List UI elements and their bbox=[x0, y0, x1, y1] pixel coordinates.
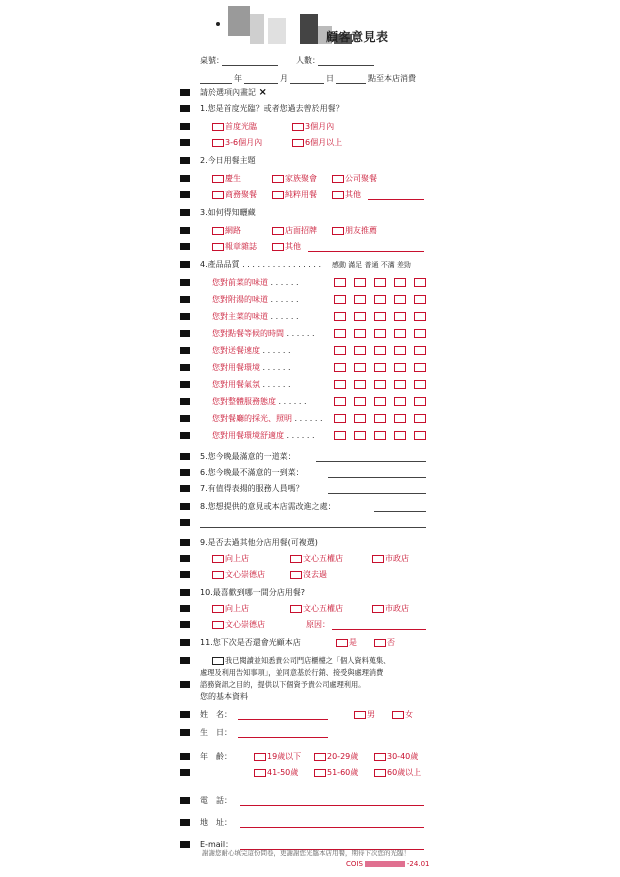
q4-item-row bbox=[178, 276, 440, 290]
bullet-mark bbox=[180, 243, 190, 250]
q4-item-row bbox=[178, 327, 440, 341]
q4-scale: 感動 滿足 普通 不滿 差勁 bbox=[332, 261, 411, 269]
rating-checkbox[interactable] bbox=[354, 329, 366, 338]
rating-checkbox[interactable] bbox=[374, 295, 386, 304]
q4-item-label: 您對主菜的味道 . . . . . . bbox=[212, 312, 299, 321]
bullet-mark bbox=[180, 330, 190, 337]
q2-option[interactable]: 其他 bbox=[332, 188, 361, 202]
q4-item-label: 您對用餐氣氛 . . . . . . bbox=[212, 380, 291, 389]
q6-field[interactable] bbox=[328, 477, 426, 478]
consent-line-2: 處理及利用告知事項」，並同意基於行銷、接受與處理消費 bbox=[200, 668, 384, 677]
q9-option[interactable]: 市政店 bbox=[372, 552, 409, 566]
month-label: 月 bbox=[280, 74, 288, 83]
q4-rating-boxes bbox=[330, 361, 430, 375]
q4-item-row bbox=[178, 395, 440, 409]
bullet-mark bbox=[180, 105, 190, 112]
q4-item-label: 您對附湯的味道 . . . . . . bbox=[212, 295, 299, 304]
bullet-mark bbox=[180, 571, 190, 578]
rating-checkbox[interactable] bbox=[354, 278, 366, 287]
q9-option[interactable]: 向上店 bbox=[212, 552, 249, 566]
age-label: 年 齡： bbox=[200, 752, 232, 761]
rating-checkbox[interactable] bbox=[374, 414, 386, 423]
rating-checkbox[interactable] bbox=[414, 431, 426, 440]
year-field[interactable] bbox=[200, 83, 232, 84]
personal-heading: 您的基本資料 bbox=[200, 692, 248, 701]
bullet-mark bbox=[180, 415, 190, 422]
bullet-mark bbox=[180, 175, 190, 182]
q1-option[interactable]: 首度光臨 bbox=[212, 120, 257, 134]
address-field[interactable] bbox=[240, 827, 424, 828]
gender-male[interactable]: 男 bbox=[354, 708, 375, 722]
x-mark-icon: ⨯ bbox=[258, 87, 267, 98]
year-label: 年 bbox=[234, 74, 242, 83]
bullet-mark bbox=[180, 381, 190, 388]
bullet-mark bbox=[180, 841, 190, 848]
rating-checkbox[interactable] bbox=[334, 278, 346, 287]
age-option[interactable]: 19歲以下 bbox=[254, 750, 301, 764]
bullet-mark bbox=[180, 123, 190, 130]
instruction-text: 請於選項內畫記 ⨯ bbox=[200, 87, 267, 98]
bullet-mark bbox=[180, 453, 190, 460]
bullet-mark bbox=[180, 797, 190, 804]
q3-option[interactable]: 其他 bbox=[272, 240, 301, 254]
q4-item-row bbox=[178, 310, 440, 324]
bullet-mark bbox=[180, 364, 190, 371]
phone-field[interactable] bbox=[240, 805, 424, 806]
q4-rating-boxes bbox=[330, 395, 430, 409]
rating-checkbox[interactable] bbox=[334, 414, 346, 423]
q7-field[interactable] bbox=[328, 493, 426, 494]
people-field[interactable] bbox=[318, 65, 374, 66]
q2-option[interactable]: 純粹用餐 bbox=[272, 188, 317, 202]
bullet-mark bbox=[180, 539, 190, 546]
q4-rating-boxes bbox=[330, 293, 430, 307]
q2-other-field[interactable] bbox=[368, 199, 424, 200]
q1-option[interactable]: 3-6個月內 bbox=[212, 136, 262, 150]
rating-checkbox[interactable] bbox=[354, 295, 366, 304]
q4-rating-boxes bbox=[330, 327, 430, 341]
q10-option[interactable]: 文心五權店 bbox=[290, 602, 343, 616]
bullet-mark bbox=[180, 279, 190, 286]
q1-option[interactable]: 3個月內 bbox=[292, 120, 334, 134]
q4-rating-boxes bbox=[330, 429, 430, 443]
leader-dots: . . . . . . bbox=[268, 278, 299, 287]
q8-field[interactable] bbox=[374, 511, 426, 512]
leader-dots: . . . . . . bbox=[260, 346, 291, 355]
q4-item-row bbox=[178, 378, 440, 392]
rating-checkbox[interactable] bbox=[334, 397, 346, 406]
month-field[interactable] bbox=[244, 83, 278, 84]
q3-option[interactable]: 報章雜誌 bbox=[212, 240, 257, 254]
rating-checkbox[interactable] bbox=[414, 414, 426, 423]
q10-reason-label: 原因： bbox=[306, 620, 330, 629]
rating-checkbox[interactable] bbox=[394, 312, 406, 321]
gender-female[interactable]: 女 bbox=[392, 708, 413, 722]
bullet-mark bbox=[180, 432, 190, 439]
q3-label: 3.如何得知曬藏 bbox=[200, 208, 256, 217]
rating-checkbox[interactable] bbox=[414, 312, 426, 321]
bullet-mark bbox=[180, 139, 190, 146]
day-field[interactable] bbox=[290, 83, 324, 84]
q10-option[interactable]: 文心崇德店 bbox=[212, 618, 265, 632]
rating-checkbox[interactable] bbox=[394, 278, 406, 287]
bullet-mark bbox=[180, 209, 190, 216]
rating-checkbox[interactable] bbox=[394, 397, 406, 406]
bullet-mark bbox=[180, 769, 190, 776]
bullet-mark bbox=[180, 589, 190, 596]
name-field[interactable] bbox=[238, 719, 328, 720]
leader-dots: . . . . . . bbox=[284, 329, 315, 338]
rating-checkbox[interactable] bbox=[394, 295, 406, 304]
q4-rating-boxes bbox=[330, 412, 430, 426]
rating-checkbox[interactable] bbox=[414, 346, 426, 355]
people-label: 人數： bbox=[296, 56, 320, 65]
rating-checkbox[interactable] bbox=[414, 278, 426, 287]
bullet-mark bbox=[180, 261, 190, 268]
bullet-mark bbox=[180, 681, 190, 688]
rating-checkbox[interactable] bbox=[334, 346, 346, 355]
form-code: COIS -24.01 bbox=[346, 860, 430, 868]
bullet-mark bbox=[180, 485, 190, 492]
visit-label: 點至本店消費 bbox=[368, 74, 416, 83]
q3-other-field[interactable] bbox=[308, 251, 424, 252]
q4-item-label: 您對用餐環境舒適度 . . . . . . bbox=[212, 431, 315, 440]
birthday-field[interactable] bbox=[238, 737, 328, 738]
rating-checkbox[interactable] bbox=[354, 397, 366, 406]
leader-dots: . . . . . . bbox=[284, 431, 315, 440]
q11-label: 11.您下次是否還會光顧本店 bbox=[200, 638, 301, 647]
rating-checkbox[interactable] bbox=[414, 329, 426, 338]
rating-checkbox[interactable] bbox=[334, 329, 346, 338]
rating-checkbox[interactable] bbox=[334, 295, 346, 304]
rating-checkbox[interactable] bbox=[394, 329, 406, 338]
q8-field-2[interactable] bbox=[200, 527, 426, 528]
q5-field[interactable] bbox=[316, 461, 426, 462]
bullet-mark bbox=[180, 729, 190, 736]
rating-checkbox[interactable] bbox=[354, 312, 366, 321]
address-label: 地 址： bbox=[200, 818, 232, 827]
bullet-mark bbox=[180, 657, 190, 664]
q3-option[interactable]: 網路 bbox=[212, 224, 241, 238]
bullet-mark bbox=[180, 819, 190, 826]
q4-rating-boxes bbox=[330, 378, 430, 392]
q1-label: 1.您是首度光臨？或者您過去曾於用餐？ bbox=[200, 104, 344, 113]
rating-checkbox[interactable] bbox=[354, 363, 366, 372]
rating-checkbox[interactable] bbox=[414, 295, 426, 304]
q10-option[interactable]: 向上店 bbox=[212, 602, 249, 616]
q8-label: 8.您想提供的意見或本店需改進之處： bbox=[200, 502, 336, 511]
survey-sheet bbox=[178, 0, 440, 877]
form-title: 顧客意見表 bbox=[326, 30, 389, 44]
age-option[interactable]: 51-60歲 bbox=[314, 766, 358, 780]
birthday-label: 生 日： bbox=[200, 728, 232, 737]
rating-checkbox[interactable] bbox=[394, 414, 406, 423]
q4-rating-boxes bbox=[330, 276, 430, 290]
q10-reason-field[interactable] bbox=[332, 629, 426, 630]
q9-option[interactable]: 文心五權店 bbox=[290, 552, 343, 566]
leader-dots: . . . . . . bbox=[292, 414, 323, 423]
q4-rating-boxes bbox=[330, 310, 430, 324]
bullet-mark bbox=[180, 469, 190, 476]
rating-checkbox[interactable] bbox=[374, 346, 386, 355]
bullet-mark bbox=[180, 711, 190, 718]
rating-checkbox[interactable] bbox=[334, 431, 346, 440]
q4-item-label: 您對用餐環境 . . . . . . bbox=[212, 363, 291, 372]
bullet-mark bbox=[180, 639, 190, 646]
leader-dots: . . . . . . bbox=[268, 312, 299, 321]
rating-checkbox[interactable] bbox=[394, 380, 406, 389]
consent-line-1[interactable]: 我已閱讀並知悉貴公司門店櫃檯之「個人資料蒐集、 bbox=[212, 654, 390, 668]
bullet-mark bbox=[180, 313, 190, 320]
age-option[interactable]: 60歲以上 bbox=[374, 766, 421, 780]
rating-checkbox[interactable] bbox=[394, 363, 406, 372]
q1-option[interactable]: 6個月以上 bbox=[292, 136, 342, 150]
rating-checkbox[interactable] bbox=[394, 346, 406, 355]
q4-item-label: 您對整體服務態度 . . . . . . bbox=[212, 397, 307, 406]
leader-dots: . . . . . . bbox=[260, 363, 291, 372]
q3-option[interactable]: 朋友推薦 bbox=[332, 224, 377, 238]
q9-option[interactable]: 文心崇德店 bbox=[212, 568, 265, 582]
rating-checkbox[interactable] bbox=[414, 380, 426, 389]
q2-label: 2.今日用餐主題 bbox=[200, 156, 256, 165]
q5-label: 5.您今晚最滿意的一道菜： bbox=[200, 452, 296, 461]
q2-option[interactable]: 家族聚會 bbox=[272, 172, 317, 186]
bullet-mark bbox=[180, 157, 190, 164]
rating-checkbox[interactable] bbox=[374, 363, 386, 372]
bullet-mark bbox=[180, 398, 190, 405]
bullet-mark bbox=[180, 89, 190, 96]
q2-option[interactable]: 慶生 bbox=[212, 172, 241, 186]
bullet-mark bbox=[180, 555, 190, 562]
rating-checkbox[interactable] bbox=[374, 329, 386, 338]
day-label: 日 bbox=[326, 74, 334, 83]
leader-dots: . . . . . . bbox=[260, 380, 291, 389]
rating-checkbox[interactable] bbox=[414, 397, 426, 406]
table-field[interactable] bbox=[222, 65, 278, 66]
phone-label: 電 話： bbox=[200, 796, 232, 805]
bullet-mark bbox=[180, 519, 190, 526]
age-option[interactable]: 20-29歲 bbox=[314, 750, 358, 764]
q11-option-no[interactable]: 否 bbox=[374, 636, 395, 650]
q4-item-label: 您對送餐速度 . . . . . . bbox=[212, 346, 291, 355]
rating-checkbox[interactable] bbox=[374, 312, 386, 321]
rating-checkbox[interactable] bbox=[334, 312, 346, 321]
q4-item-label: 您對餐廳的採光、照明 . . . . . . bbox=[212, 414, 323, 423]
q9-option[interactable]: 沒去過 bbox=[290, 568, 327, 582]
q9-label: 9.是否去過其他分店用餐(可複選) bbox=[200, 538, 318, 547]
q11-option-yes[interactable]: 是 bbox=[336, 636, 357, 650]
q6-label: 6.您今晚最不滿意的一到菜： bbox=[200, 468, 304, 477]
q7-label: 7.有值得表揚的服務人員嗎？ bbox=[200, 484, 304, 493]
consent-line-3: 諮務資訊之目的，提供以下個資予貴公司處理利用。 bbox=[200, 680, 366, 689]
bullet-mark bbox=[180, 503, 190, 510]
rating-checkbox[interactable] bbox=[414, 363, 426, 372]
rating-checkbox[interactable] bbox=[374, 278, 386, 287]
bullet-mark bbox=[180, 227, 190, 234]
rating-checkbox[interactable] bbox=[354, 346, 366, 355]
q2-option[interactable]: 公司聚餐 bbox=[332, 172, 377, 186]
age-option[interactable]: 41-50歲 bbox=[254, 766, 298, 780]
table-label: 桌號： bbox=[200, 56, 224, 65]
q4-rating-boxes bbox=[330, 344, 430, 358]
leader-dots: . . . . . . bbox=[276, 397, 307, 406]
rating-checkbox[interactable] bbox=[374, 380, 386, 389]
q2-option[interactable]: 商務聚餐 bbox=[212, 188, 257, 202]
thanks-note: 謝謝您耐心填完這份問卷，更謝謝您光臨本店用餐，期待下次您的光臨！ bbox=[202, 849, 410, 857]
q4-item-row bbox=[178, 361, 440, 375]
rating-checkbox[interactable] bbox=[374, 431, 386, 440]
q4-item-label: 您對點餐等候的時間 . . . . . . bbox=[212, 329, 315, 338]
q4-item-row bbox=[178, 344, 440, 358]
q4-label: 4.產品品質 . . . . . . . . . . . . . . . . bbox=[200, 260, 322, 269]
email-label: E-mail： bbox=[200, 840, 234, 849]
q4-item-row bbox=[178, 412, 440, 426]
rating-checkbox[interactable] bbox=[354, 380, 366, 389]
rating-checkbox[interactable] bbox=[334, 363, 346, 372]
q10-label: 10.最喜歡到哪一間分店用餐? bbox=[200, 588, 305, 597]
bullet-mark bbox=[180, 347, 190, 354]
age-option[interactable]: 30-40歲 bbox=[374, 750, 418, 764]
rating-checkbox[interactable] bbox=[374, 397, 386, 406]
hour-field[interactable] bbox=[336, 83, 366, 84]
q4-item-row bbox=[178, 293, 440, 307]
name-label: 姓 名： bbox=[200, 710, 232, 719]
q4-item-row bbox=[178, 429, 440, 443]
bullet-mark bbox=[180, 605, 190, 612]
bullet-mark bbox=[180, 296, 190, 303]
rating-checkbox[interactable] bbox=[334, 380, 346, 389]
rating-checkbox[interactable] bbox=[394, 431, 406, 440]
bullet-mark bbox=[180, 621, 190, 628]
rating-checkbox[interactable] bbox=[354, 414, 366, 423]
q10-option[interactable]: 市政店 bbox=[372, 602, 409, 616]
leader-dots: . . . . . . bbox=[268, 295, 299, 304]
q4-item-label: 您對前菜的味道 . . . . . . bbox=[212, 278, 299, 287]
bullet-mark bbox=[180, 191, 190, 198]
rating-checkbox[interactable] bbox=[354, 431, 366, 440]
bullet-mark bbox=[180, 753, 190, 760]
q3-option[interactable]: 店面招牌 bbox=[272, 224, 317, 238]
